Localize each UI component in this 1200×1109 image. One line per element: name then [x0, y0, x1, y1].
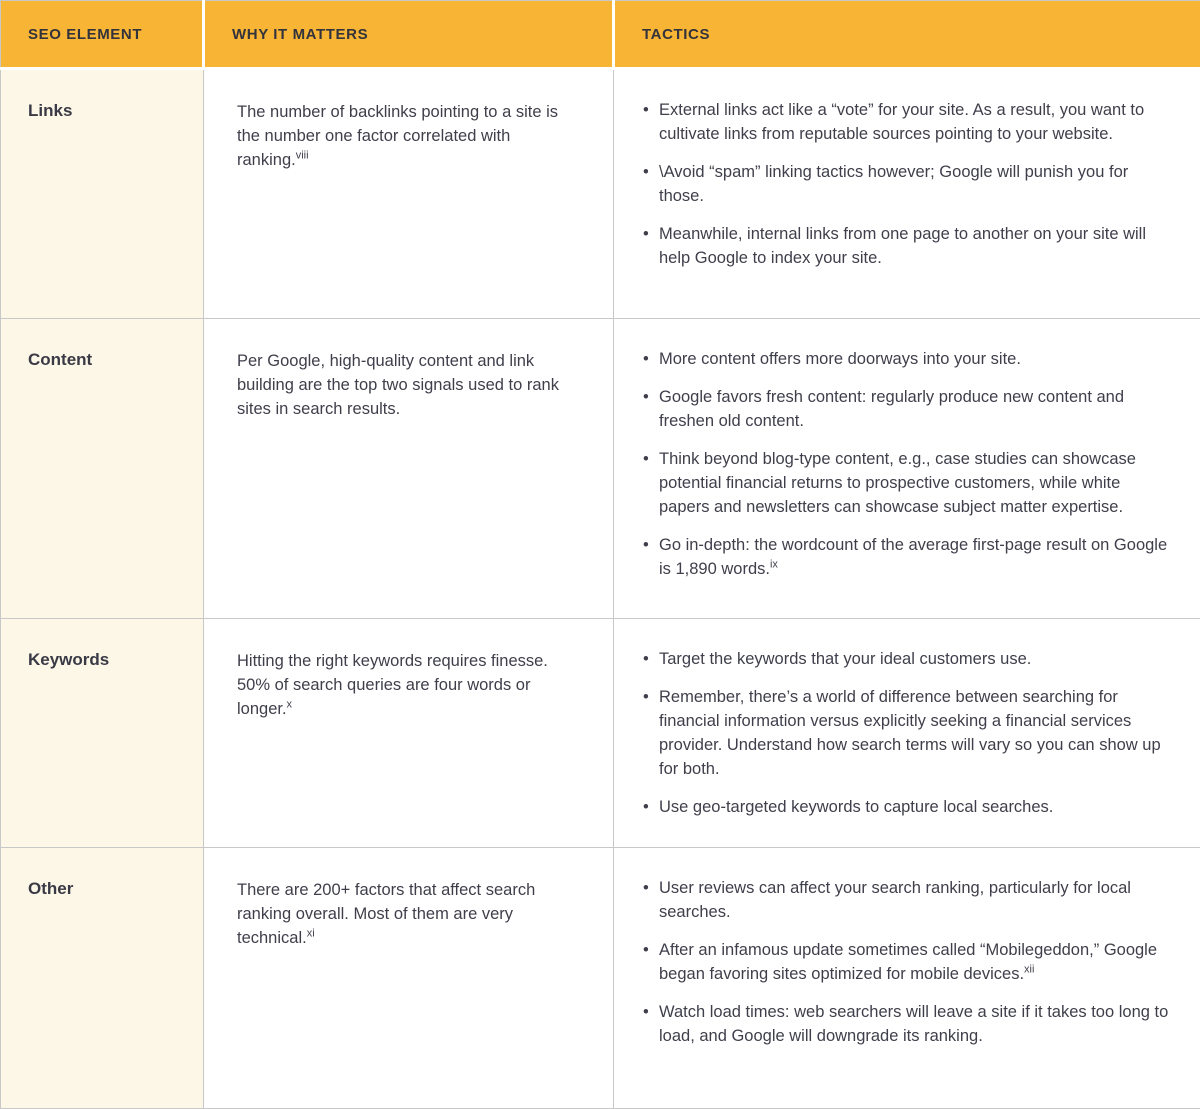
header-row — [1, 1, 1200, 69]
column-header-tactics: TACTICS — [614, 1, 1200, 69]
why-cell — [204, 848, 614, 1109]
footnote-ref: xi — [307, 928, 315, 940]
footnote-ref: ix — [770, 559, 778, 571]
row-label: Other — [1, 848, 204, 1109]
tactics-cell — [614, 848, 1200, 1109]
tactic-item: • External links act like a “vote” for your site. As a result, you want to cultivate links from reputable sources pointing to your website. — [643, 98, 1172, 146]
tactics-cell — [614, 619, 1200, 848]
tactics-cell — [614, 69, 1200, 319]
footnote-ref: viii — [296, 150, 309, 162]
column-header-why-it-matters: WHY IT MATTERS — [204, 1, 614, 69]
tactic-item: • User reviews can affect your search ranking, particularly for local searches. — [643, 876, 1172, 924]
table-row-other — [1, 848, 1200, 1109]
tactic-item: • Think beyond blog-type content, e.g., case studies can showcase potential financial returns to prospective customers, while white papers and newsletters can showcase subject matter expertise. — [643, 447, 1172, 519]
table-row-links — [1, 69, 1200, 319]
tactics-cell — [614, 319, 1200, 619]
table-row-keywords — [1, 619, 1200, 848]
why-text: There are 200+ factors that affect search ranking overall. Most of them are very technical. — [237, 881, 535, 947]
why-cell — [204, 69, 614, 319]
tactics-list — [643, 876, 1172, 1048]
footnote-ref: x — [287, 699, 293, 711]
tactics-list — [643, 347, 1172, 581]
tactic-item: • Watch load times: web searchers will leave a site if it takes too long to load, and Google will downgrade its ranking. — [643, 1000, 1172, 1048]
tactic-item: • Google favors fresh content: regularly produce new content and freshen old content. — [643, 385, 1172, 433]
row-label: Content — [1, 319, 204, 619]
tactic-item: • Meanwhile, internal links from one page to another on your site will help Google to index your site. — [643, 222, 1172, 270]
why-cell — [204, 319, 614, 619]
row-label: Links — [1, 69, 204, 319]
tactic-item: • Go in-depth: the wordcount of the average first-page result on Google is 1,890 words.$^{ix}$ — [643, 533, 1172, 581]
column-header-seo-element: SEO ELEMENT — [1, 1, 204, 69]
tactic-item: • More content offers more doorways into your site. — [643, 347, 1172, 371]
tactic-item: • Use geo-targeted keywords to capture local searches. — [643, 795, 1172, 819]
tactics-list — [643, 98, 1172, 270]
footnote-ref: xii — [1024, 964, 1034, 976]
tactic-item: • \Avoid “spam” linking tactics however; Google will punish you for those. — [643, 160, 1172, 208]
why-text: Per Google, high-quality content and link building are the top two signals used to rank sites in search results. — [237, 352, 559, 418]
why-cell — [204, 619, 614, 848]
row-label: Keywords — [1, 619, 204, 848]
tactic-item: • Remember, there’s a world of difference between searching for financial information versus explicitly seeking a financial services provider. Understand how search terms will vary so you can show up for both. — [643, 685, 1172, 781]
tactics-list — [643, 647, 1172, 819]
table-row-content — [1, 319, 1200, 619]
why-text: Hitting the right keywords requires finesse. 50% of search queries are four words or longer. — [237, 652, 548, 718]
tactic-item: • Target the keywords that your ideal customers use. — [643, 647, 1172, 671]
why-text: The number of backlinks pointing to a site is the number one factor correlated with ranking. — [237, 103, 558, 169]
tactic-item: • After an infamous update sometimes called “Mobilegeddon,” Google began favoring sites optimized for mobile devices.$^{xii}$ — [643, 938, 1172, 986]
